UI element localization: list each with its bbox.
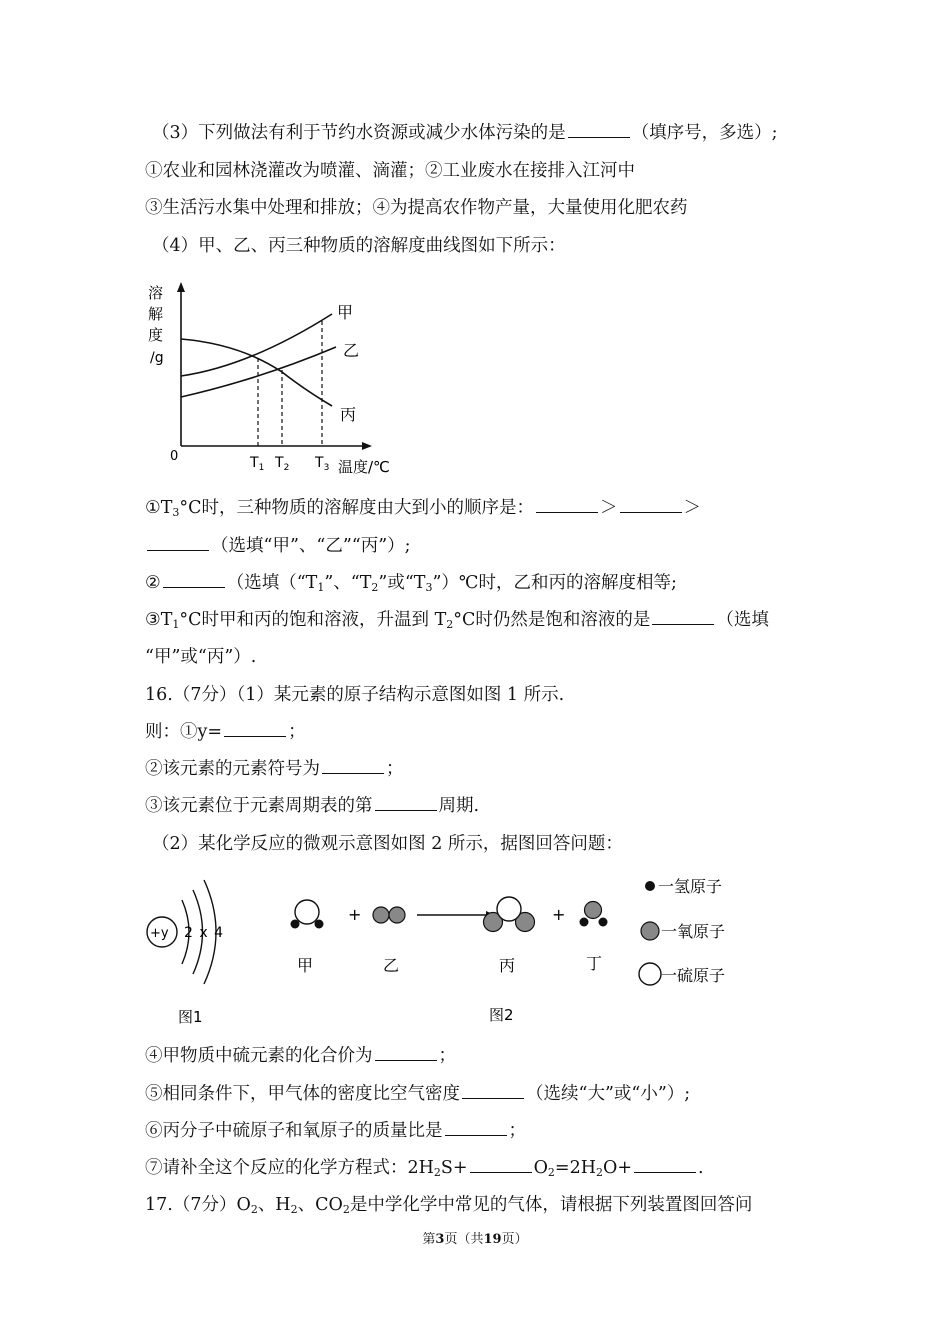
legend-oxygen: 一氧原子 <box>661 922 726 941</box>
answer-blank[interactable] <box>322 758 384 774</box>
x-axis-label: 温度/℃ <box>338 458 390 476</box>
page-number: 3 <box>435 1232 445 1247</box>
nucleus-label: +y <box>150 926 169 941</box>
answer-blank[interactable] <box>224 721 286 737</box>
q15-part4-q3-cont: “甲”或“丙”）. <box>145 647 257 667</box>
legend-hydrogen-icon <box>645 881 655 891</box>
q15-part4-q3: $③T_1^\circ C$时甲和丙的饱和溶液，升温到 $T_2^\circ C$时仍然是饱和溶液的是 （选填 <box>145 610 769 631</box>
answer-blank[interactable] <box>462 1083 524 1099</box>
answer-blank[interactable] <box>445 1120 507 1136</box>
answer-blank[interactable] <box>375 1045 437 1061</box>
answer-blank[interactable] <box>375 795 437 811</box>
label-yi: 乙 <box>383 956 400 975</box>
figure2-caption: 图2 <box>489 1006 514 1024</box>
q15-part4-q1: $①T_3^\circ C$时，三种物质的溶解度由大到小的顺序是： ＞ ＞ <box>145 498 702 519</box>
tick-t2 <box>274 455 289 473</box>
figure1-caption: 图1 <box>178 1008 203 1026</box>
plus-sign: + <box>552 905 566 924</box>
tick-t3-base: T <box>315 455 324 471</box>
legend-oxygen-icon <box>641 922 659 940</box>
q16-line3: ③该元素位于元素周期表的第 周期. <box>145 796 480 816</box>
molecule-bing <box>484 897 535 932</box>
answer-blank[interactable] <box>536 497 598 513</box>
molecule-jia <box>291 900 324 929</box>
q15-part4-q1-cont: （选填“甲”、“乙”“丙”）; <box>145 535 411 557</box>
answer-blank[interactable] <box>470 1157 532 1173</box>
tick-t3-sub: 3 <box>323 463 330 473</box>
reaction-diagram <box>275 870 775 1030</box>
molecule-yi <box>373 907 405 923</box>
q16-part2-prompt: （2）某化学反应的微观示意图如图 2 所示，据图回答问题： <box>152 834 623 854</box>
q15-part3-options-2: ③生活污水集中处理和排放；④为提高农作物产量，大量使用化肥农药 <box>145 198 688 218</box>
q17-heading: 17.（7分）$O_2$、$H_2$、$CO_2$是中学化学中常见的气体，请根据下列装置图回答问 <box>145 1195 753 1216</box>
curve-bing <box>181 339 332 406</box>
solubility-chart <box>140 278 410 483</box>
curve-jia <box>181 314 332 376</box>
tick-t3 <box>314 455 329 473</box>
q16-q4: ④甲物质中硫元素的化合价为 ； <box>145 1046 456 1066</box>
q16-line2: ②该元素的元素符号为 ； <box>145 759 404 779</box>
tick-t2-sub: 2 <box>283 463 290 473</box>
shell-electrons: 2 x 4 <box>184 925 224 941</box>
y-label-char: 溶 <box>148 284 164 302</box>
y-axis-arrow <box>177 282 185 292</box>
q15-part4-prompt: （4）甲、乙、丙三种物质的溶解度曲线图如下所示： <box>152 236 566 256</box>
series-label-jia: 甲 <box>337 303 354 322</box>
answer-blank[interactable] <box>163 572 225 588</box>
atom-structure-figure <box>140 870 250 1030</box>
q15-part4-q2: ② （选填（“$T_1$”、“$T_2$”或“$T_3”)℃$时，乙和丙的溶解度相等; <box>145 573 677 594</box>
answer-blank[interactable] <box>652 609 714 625</box>
y-label-char: 解 <box>148 305 164 323</box>
series-label-bing: 丙 <box>340 405 357 424</box>
x-axis-arrow <box>362 442 372 450</box>
plus-sign: + <box>348 905 362 924</box>
label-jia: 甲 <box>297 956 314 975</box>
legend-sulfur: 一硫原子 <box>661 966 726 985</box>
q16-q5: ⑤相同条件下，甲气体的密度比空气密度 （选续“大”或“小”）; <box>145 1084 691 1104</box>
page-total: 19 <box>483 1232 502 1247</box>
answer-blank[interactable] <box>620 497 682 513</box>
label-ding: 丁 <box>586 954 603 973</box>
series-label-yi: 乙 <box>343 341 360 360</box>
tick-t1-base: T <box>250 455 259 471</box>
answer-blank[interactable] <box>634 1157 696 1173</box>
y-label-char: 度 <box>148 326 164 344</box>
molecule-ding <box>580 902 608 927</box>
tick-t1-sub: 1 <box>258 463 265 473</box>
label-bing: 丙 <box>499 956 516 975</box>
answer-blank[interactable] <box>147 535 209 551</box>
answer-blank[interactable] <box>568 122 630 138</box>
q15-part3-options-1: ①农业和园林浇灌改为喷灌、滴灌；②工业废水在接排入江河中 <box>145 161 635 181</box>
legend <box>639 877 725 985</box>
tick-t2-base: T <box>275 455 284 471</box>
q16-q7: ⑦请补全这个反应的化学方程式：$2H_2S+ O_2=2H_2O+$ . <box>145 1158 704 1179</box>
legend-sulfur-icon <box>639 963 661 985</box>
tick-t1 <box>249 455 264 473</box>
legend-hydrogen: 一氢原子 <box>658 877 723 896</box>
q16-line1: 则：①y= ； <box>145 722 306 742</box>
y-label-unit: /g <box>150 350 164 366</box>
q16-q6: ⑥丙分子中硫原子和氧原子的质量比是 ； <box>145 1121 526 1141</box>
q15-part3-prompt: （3）下列做法有利于节约水资源或减少水体污染的是 （填序号，多选）; <box>152 123 778 143</box>
q16-heading: 16.（7分）（1）某元素的原子结构示意图如图 1 所示. <box>145 685 565 705</box>
origin-label: 0 <box>170 449 179 464</box>
page-footer: 第3页（共19页） <box>422 1232 528 1247</box>
